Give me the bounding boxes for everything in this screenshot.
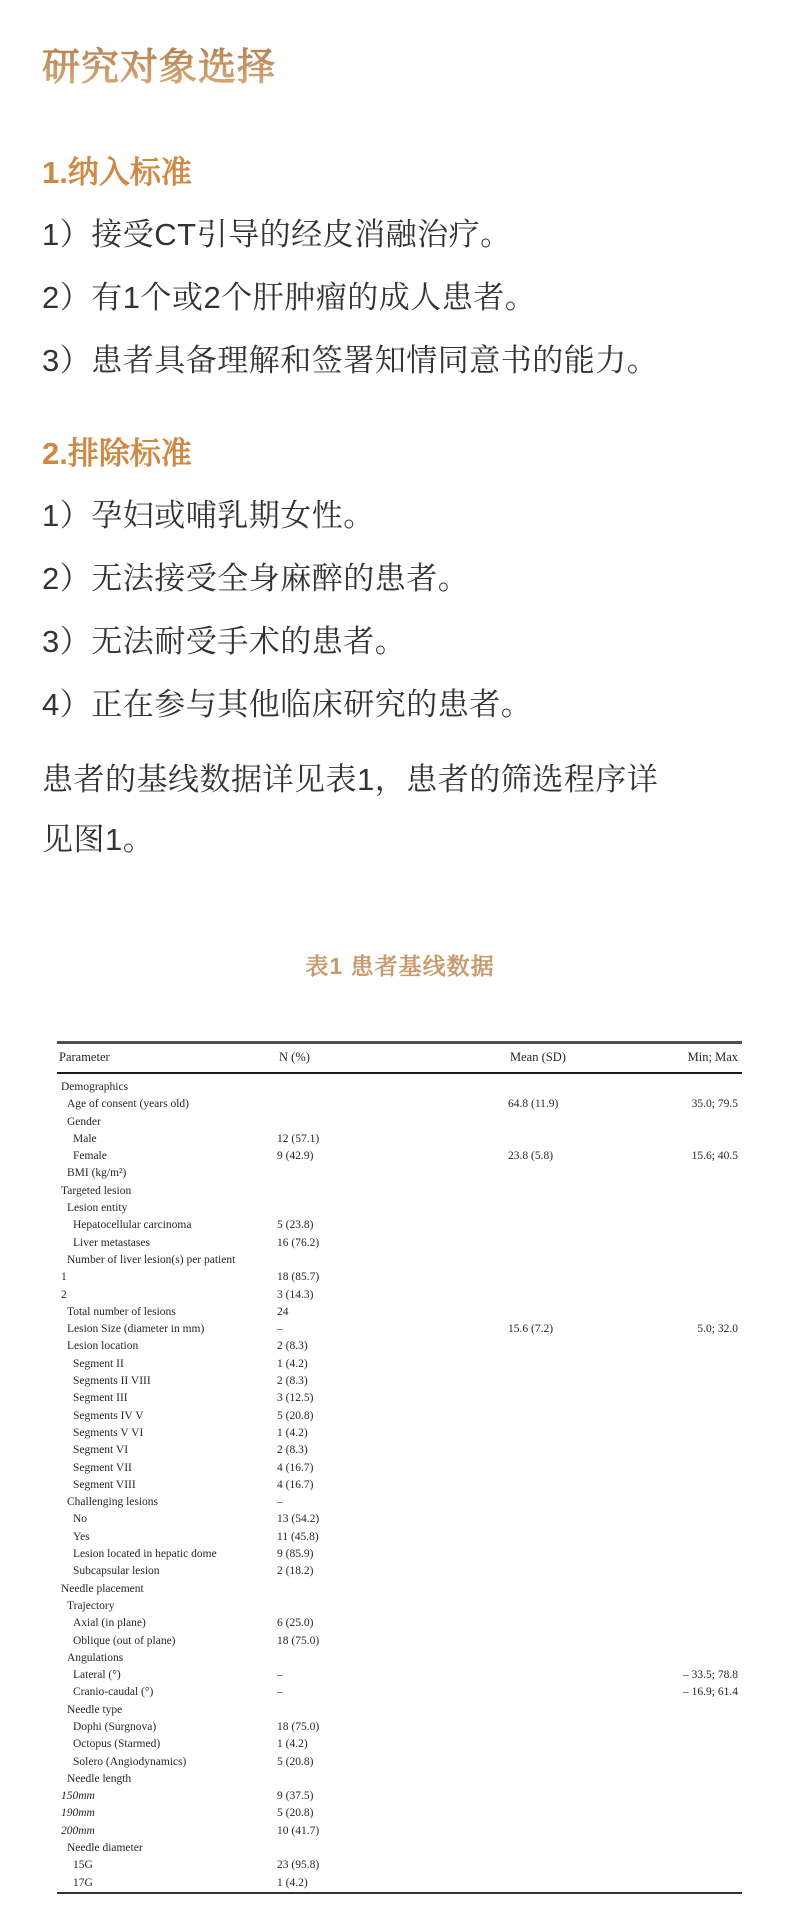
table-row	[57, 1667, 742, 1684]
mean-sd-cell	[508, 1788, 670, 1805]
mean-sd-cell	[508, 1598, 670, 1615]
mean-sd-cell	[508, 1287, 670, 1304]
table-row	[57, 1736, 742, 1753]
table-caption: 表1 患者基线数据	[305, 953, 495, 979]
mean-sd-cell	[508, 1200, 670, 1217]
mean-sd-cell	[508, 1511, 670, 1528]
table-row	[57, 1183, 742, 1200]
n-percent-cell: 4 (16.7)	[277, 1478, 314, 1491]
mean-sd-cell	[508, 1442, 670, 1459]
mean-sd-cell	[508, 1684, 670, 1701]
parameter-cell: Needle diameter	[67, 1842, 143, 1855]
n-percent-cell: 12 (57.1)	[277, 1132, 320, 1145]
page-title: 研究对象选择	[42, 0, 276, 90]
table-row	[57, 1581, 742, 1598]
table-row	[57, 1442, 742, 1459]
n-percent-cell: 2 (8.3)	[277, 1340, 308, 1353]
n-percent-cell: 18 (75.0)	[277, 1634, 320, 1647]
parameter-cell: Segments II VIII	[73, 1375, 151, 1388]
min-max-cell	[670, 1356, 742, 1373]
table-row	[57, 1754, 742, 1771]
min-max-cell: 15.6; 40.5	[691, 1150, 738, 1163]
mean-sd-cell	[508, 1235, 670, 1252]
mean-sd-cell	[508, 1563, 670, 1580]
table-row	[57, 1771, 742, 1788]
n-percent-cell: 1 (4.2)	[277, 1876, 308, 1889]
n-percent-cell	[277, 1183, 508, 1200]
table-row	[57, 1719, 742, 1736]
parameter-cell: Segment II	[73, 1357, 124, 1370]
min-max-cell	[670, 1425, 742, 1442]
mean-sd-cell	[508, 1183, 670, 1200]
column-header-parameter: Parameter	[57, 1043, 277, 1074]
parameter-cell: Angulations	[67, 1651, 124, 1664]
mean-sd-cell	[508, 1650, 670, 1667]
n-percent-cell: –	[277, 1669, 283, 1682]
section-inclusion-criteria	[42, 154, 758, 379]
parameter-cell: Segment VIII	[73, 1478, 136, 1491]
min-max-cell	[670, 1771, 742, 1788]
min-max-cell	[670, 1823, 742, 1840]
min-max-cell	[670, 1581, 742, 1598]
mean-sd-cell	[508, 1581, 670, 1598]
parameter-cell: Needle type	[67, 1703, 123, 1716]
mean-sd-cell	[508, 1736, 670, 1753]
table-row	[57, 1460, 742, 1477]
mean-sd-cell	[508, 1269, 670, 1286]
n-percent-cell: 11 (45.8)	[277, 1530, 319, 1543]
min-max-cell: 5.0; 32.0	[697, 1323, 738, 1336]
mean-sd-cell	[508, 1408, 670, 1425]
table-header	[57, 1043, 742, 1074]
parameter-cell: Octopus (Starmed)	[73, 1738, 161, 1751]
mean-sd-cell	[508, 1702, 670, 1719]
n-percent-cell	[277, 1650, 508, 1667]
mean-sd-cell	[508, 1252, 670, 1269]
n-percent-cell: 5 (20.8)	[277, 1807, 314, 1820]
min-max-cell	[670, 1494, 742, 1511]
inclusion-criteria-list	[42, 217, 758, 379]
min-max-cell	[670, 1114, 742, 1131]
parameter-cell: Oblique (out of plane)	[73, 1634, 176, 1647]
parameter-cell: 15G	[73, 1859, 93, 1872]
column-header-mean-sd: Mean (SD)	[508, 1043, 670, 1074]
parameter-cell: Trajectory	[67, 1599, 115, 1612]
table-row	[57, 1114, 742, 1131]
min-max-cell	[670, 1183, 742, 1200]
n-percent-cell	[277, 1096, 508, 1113]
n-percent-cell: 9 (42.9)	[277, 1150, 314, 1163]
parameter-cell: Segment III	[73, 1392, 128, 1405]
table-row	[57, 1805, 742, 1822]
n-percent-cell: 3 (14.3)	[277, 1288, 314, 1301]
mean-sd-cell: 23.8 (5.8)	[508, 1150, 554, 1163]
parameter-cell: Age of consent (years old)	[67, 1098, 189, 1111]
min-max-cell	[670, 1200, 742, 1217]
table-body	[57, 1073, 742, 1893]
mean-sd-cell	[508, 1131, 670, 1148]
parameter-cell: Total number of lesions	[67, 1305, 176, 1318]
n-percent-cell: 9 (85.9)	[277, 1548, 314, 1561]
n-percent-cell	[277, 1165, 508, 1182]
min-max-cell	[670, 1563, 742, 1580]
n-percent-cell: 16 (76.2)	[277, 1236, 320, 1249]
parameter-cell: Gender	[67, 1115, 101, 1128]
mean-sd-cell: 64.8 (11.9)	[508, 1098, 559, 1111]
table-row	[57, 1823, 742, 1840]
inclusion-criteria-heading: 1.纳入标准	[42, 155, 192, 190]
mean-sd-cell	[508, 1823, 670, 1840]
parameter-cell: Demographics	[61, 1081, 129, 1093]
table-row	[57, 1477, 742, 1494]
table-row	[57, 1563, 742, 1580]
mean-sd-cell	[508, 1667, 670, 1684]
table-row	[57, 1511, 742, 1528]
table-row	[57, 1073, 742, 1096]
parameter-cell: 150mm	[61, 1790, 95, 1803]
table-row	[57, 1338, 742, 1355]
n-percent-cell: 2 (8.3)	[277, 1375, 308, 1388]
table-row	[57, 1840, 742, 1857]
table-row	[57, 1235, 742, 1252]
n-percent-cell: 2 (8.3)	[277, 1444, 308, 1457]
mean-sd-cell	[508, 1114, 670, 1131]
min-max-cell	[670, 1736, 742, 1753]
parameter-cell: 200mm	[61, 1824, 95, 1837]
list-item: 1）孕妇或哺乳期女性。	[42, 498, 375, 533]
min-max-cell	[670, 1633, 742, 1650]
n-percent-cell	[277, 1073, 508, 1096]
min-max-cell	[670, 1408, 742, 1425]
list-item: 3）无法耐受手术的患者。	[42, 624, 407, 659]
parameter-cell: Lesion location	[67, 1340, 139, 1353]
table-row	[57, 1165, 742, 1182]
mean-sd-cell	[508, 1875, 670, 1893]
parameter-cell: Segment VI	[73, 1444, 129, 1457]
column-header-min-max: Min; Max	[670, 1043, 742, 1074]
mean-sd-cell	[508, 1425, 670, 1442]
table-row	[57, 1684, 742, 1701]
n-percent-cell: 3 (12.5)	[277, 1392, 314, 1405]
paragraph-line-2: 见图1。	[42, 822, 155, 857]
mean-sd-cell	[508, 1373, 670, 1390]
table-row	[57, 1304, 742, 1321]
min-max-cell: 35.0; 79.5	[691, 1098, 738, 1111]
mean-sd-cell	[508, 1217, 670, 1234]
mean-sd-cell	[508, 1073, 670, 1096]
parameter-cell: 2	[61, 1288, 67, 1301]
parameter-cell: Solero (Angiodynamics)	[73, 1755, 187, 1768]
min-max-cell	[670, 1073, 742, 1096]
table-row	[57, 1615, 742, 1632]
parameter-cell: Number of liver lesion(s) per patient	[67, 1253, 236, 1266]
min-max-cell	[670, 1719, 742, 1736]
section-exclusion-criteria	[42, 435, 758, 723]
n-percent-cell: 23 (95.8)	[277, 1859, 320, 1872]
parameter-cell: Axial (in plane)	[73, 1617, 146, 1630]
mean-sd-cell	[508, 1719, 670, 1736]
n-percent-cell	[277, 1702, 508, 1719]
min-max-cell	[670, 1287, 742, 1304]
table-row	[57, 1373, 742, 1390]
n-percent-cell: 5 (23.8)	[277, 1219, 314, 1232]
parameter-cell: Lateral (°)	[73, 1669, 121, 1682]
parameter-cell: No	[73, 1513, 88, 1526]
mean-sd-cell	[508, 1165, 670, 1182]
mean-sd-cell	[508, 1546, 670, 1563]
table-row	[57, 1148, 742, 1165]
min-max-cell: – 16.9; 61.4	[683, 1686, 738, 1699]
mean-sd-cell	[508, 1338, 670, 1355]
table-row	[57, 1269, 742, 1286]
mean-sd-cell	[508, 1840, 670, 1857]
table-row	[57, 1287, 742, 1304]
mean-sd-cell	[508, 1304, 670, 1321]
min-max-cell	[670, 1442, 742, 1459]
paragraph-line-1: 患者的基线数据详见表1，患者的筛选程序详	[42, 762, 659, 797]
table-row	[57, 1425, 742, 1442]
parameter-cell: Lesion entity	[67, 1202, 128, 1215]
min-max-cell	[670, 1304, 742, 1321]
table-row	[57, 1321, 742, 1338]
parameter-cell: 17G	[73, 1876, 93, 1889]
parameter-cell: Female	[73, 1150, 107, 1163]
n-percent-cell: 5 (20.8)	[277, 1409, 314, 1422]
mean-sd-cell	[508, 1460, 670, 1477]
list-item: 2）有1个或2个肝肿瘤的成人患者。	[42, 280, 537, 315]
min-max-cell: – 33.5; 78.8	[683, 1669, 738, 1682]
min-max-cell	[670, 1373, 742, 1390]
column-header-n-percent: N (%)	[277, 1043, 508, 1074]
list-item: 1）接受CT引导的经皮消融治疗。	[42, 217, 512, 252]
mean-sd-cell	[508, 1615, 670, 1632]
n-percent-cell: 24	[277, 1305, 289, 1318]
mean-sd-cell	[508, 1390, 670, 1407]
mean-sd-cell	[508, 1494, 670, 1511]
mean-sd-cell: 15.6 (7.2)	[508, 1323, 554, 1336]
n-percent-cell: 10 (41.7)	[277, 1824, 320, 1837]
table-row	[57, 1702, 742, 1719]
mean-sd-cell	[508, 1805, 670, 1822]
parameter-cell: Hepatocellular carcinoma	[73, 1219, 192, 1232]
parameter-cell: Subcapsular lesion	[73, 1565, 160, 1578]
table-row	[57, 1390, 742, 1407]
exclusion-criteria-heading: 2.排除标准	[42, 436, 192, 471]
table-row	[57, 1494, 742, 1511]
parameter-cell: Needle placement	[61, 1582, 144, 1595]
min-max-cell	[670, 1875, 742, 1893]
table-row	[57, 1650, 742, 1667]
table-row	[57, 1633, 742, 1650]
min-max-cell	[670, 1460, 742, 1477]
n-percent-cell: 18 (75.0)	[277, 1720, 320, 1733]
parameter-cell: Dophi (Surgnova)	[73, 1720, 157, 1733]
mean-sd-cell	[508, 1754, 670, 1771]
min-max-cell	[670, 1840, 742, 1857]
mean-sd-cell	[508, 1771, 670, 1788]
mean-sd-cell	[508, 1477, 670, 1494]
n-percent-cell: –	[277, 1686, 283, 1699]
table-row	[57, 1408, 742, 1425]
n-percent-cell: 6 (25.0)	[277, 1617, 314, 1630]
parameter-cell: 190mm	[61, 1807, 95, 1820]
n-percent-cell: 4 (16.7)	[277, 1461, 314, 1474]
parameter-cell: Liver metastases	[73, 1236, 150, 1249]
n-percent-cell: 5 (20.8)	[277, 1755, 314, 1768]
n-percent-cell: 1 (4.2)	[277, 1426, 308, 1439]
exclusion-criteria-list	[42, 498, 758, 723]
table-row	[57, 1598, 742, 1615]
parameter-cell: Challenging lesions	[67, 1496, 159, 1509]
list-item: 2）无法接受全身麻醉的患者。	[42, 561, 470, 596]
table-row	[57, 1788, 742, 1805]
table-row	[57, 1356, 742, 1373]
mean-sd-cell	[508, 1529, 670, 1546]
min-max-cell	[670, 1269, 742, 1286]
parameter-cell: Lesion Size (diameter in mm)	[67, 1323, 205, 1336]
n-percent-cell: –	[277, 1496, 283, 1509]
mean-sd-cell	[508, 1857, 670, 1874]
min-max-cell	[670, 1754, 742, 1771]
n-percent-cell: 1 (4.2)	[277, 1738, 308, 1751]
table-row	[57, 1857, 742, 1874]
min-max-cell	[670, 1235, 742, 1252]
n-percent-cell	[277, 1771, 508, 1788]
parameter-cell: 1	[61, 1271, 67, 1284]
min-max-cell	[670, 1857, 742, 1874]
min-max-cell	[670, 1511, 742, 1528]
n-percent-cell	[277, 1114, 508, 1131]
min-max-cell	[670, 1788, 742, 1805]
min-max-cell	[670, 1805, 742, 1822]
min-max-cell	[670, 1252, 742, 1269]
parameter-cell: Yes	[73, 1530, 90, 1543]
parameter-cell: Needle length	[67, 1772, 132, 1785]
min-max-cell	[670, 1165, 742, 1182]
n-percent-cell: 2 (18.2)	[277, 1565, 314, 1578]
parameter-cell: Lesion located in hepatic dome	[73, 1548, 217, 1561]
parameter-cell: Cranio-caudal (°)	[73, 1686, 154, 1699]
n-percent-cell: 13 (54.2)	[277, 1513, 320, 1526]
parameter-cell: Male	[73, 1132, 97, 1145]
table-row	[57, 1131, 742, 1148]
table-row	[57, 1546, 742, 1563]
parameter-cell: BMI (kg/m²)	[67, 1167, 127, 1180]
n-percent-cell: 9 (37.5)	[277, 1790, 314, 1803]
table-row	[57, 1875, 742, 1893]
table-row	[57, 1252, 742, 1269]
parameter-cell: Targeted lesion	[61, 1184, 132, 1197]
table-row	[57, 1217, 742, 1234]
n-percent-cell	[277, 1840, 508, 1857]
baseline-data-table	[57, 1041, 742, 1894]
n-percent-cell: 18 (85.7)	[277, 1271, 320, 1284]
min-max-cell	[670, 1131, 742, 1148]
parameter-cell: Segments V VI	[73, 1426, 144, 1439]
parameter-cell: Segment VII	[73, 1461, 132, 1474]
min-max-cell	[670, 1217, 742, 1234]
n-percent-cell: –	[277, 1323, 283, 1336]
min-max-cell	[670, 1477, 742, 1494]
min-max-cell	[670, 1546, 742, 1563]
n-percent-cell	[277, 1252, 508, 1269]
mean-sd-cell	[508, 1356, 670, 1373]
min-max-cell	[670, 1702, 742, 1719]
list-item: 3）患者具备理解和签署知情同意书的能力。	[42, 343, 659, 378]
mean-sd-cell	[508, 1633, 670, 1650]
table-row	[57, 1529, 742, 1546]
n-percent-cell: 1 (4.2)	[277, 1357, 308, 1370]
list-item: 4）正在参与其他临床研究的患者。	[42, 687, 533, 722]
min-max-cell	[670, 1338, 742, 1355]
min-max-cell	[670, 1615, 742, 1632]
n-percent-cell	[277, 1598, 508, 1615]
n-percent-cell	[277, 1200, 508, 1217]
table-row	[57, 1200, 742, 1217]
min-max-cell	[670, 1529, 742, 1546]
min-max-cell	[670, 1390, 742, 1407]
parameter-cell: Segments IV V	[73, 1409, 144, 1422]
n-percent-cell	[277, 1581, 508, 1598]
min-max-cell	[670, 1598, 742, 1615]
min-max-cell	[670, 1650, 742, 1667]
table-row	[57, 1096, 742, 1113]
